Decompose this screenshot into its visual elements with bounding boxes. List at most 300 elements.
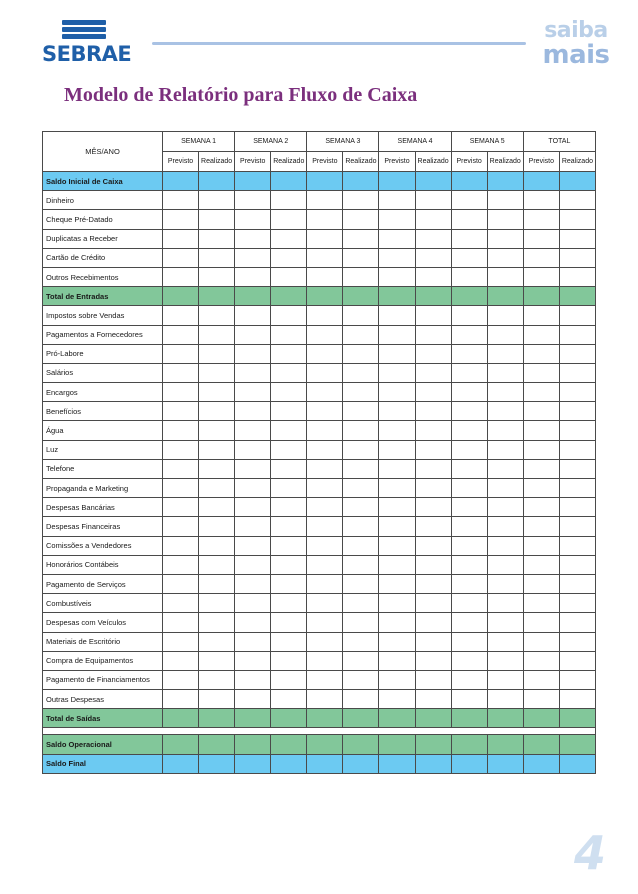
value-cell[interactable] <box>235 287 271 306</box>
value-cell[interactable] <box>271 670 307 689</box>
value-cell[interactable] <box>415 651 451 670</box>
value-cell[interactable] <box>307 754 343 773</box>
value-cell[interactable] <box>199 267 235 286</box>
value-cell[interactable] <box>487 536 523 555</box>
value-cell[interactable] <box>487 440 523 459</box>
value-cell[interactable] <box>379 191 415 210</box>
value-cell[interactable] <box>379 402 415 421</box>
value-cell[interactable] <box>487 709 523 728</box>
value-cell[interactable] <box>307 210 343 229</box>
value-cell[interactable] <box>343 306 379 325</box>
value-cell[interactable] <box>271 574 307 593</box>
value-cell[interactable] <box>343 735 379 754</box>
value-cell[interactable] <box>487 651 523 670</box>
value-cell[interactable] <box>163 363 199 382</box>
value-cell[interactable] <box>343 383 379 402</box>
value-cell[interactable] <box>199 690 235 709</box>
value-cell[interactable] <box>235 402 271 421</box>
value-cell[interactable] <box>523 690 559 709</box>
value-cell[interactable] <box>451 459 487 478</box>
value-cell[interactable] <box>343 670 379 689</box>
value-cell[interactable] <box>523 440 559 459</box>
value-cell[interactable] <box>451 383 487 402</box>
value-cell[interactable] <box>199 632 235 651</box>
value-cell[interactable] <box>343 632 379 651</box>
value-cell[interactable] <box>343 754 379 773</box>
value-cell[interactable] <box>559 613 595 632</box>
value-cell[interactable] <box>451 306 487 325</box>
value-cell[interactable] <box>451 229 487 248</box>
value-cell[interactable] <box>235 363 271 382</box>
value-cell[interactable] <box>271 248 307 267</box>
value-cell[interactable] <box>199 287 235 306</box>
value-cell[interactable] <box>379 440 415 459</box>
value-cell[interactable] <box>451 670 487 689</box>
value-cell[interactable] <box>235 459 271 478</box>
value-cell[interactable] <box>307 229 343 248</box>
value-cell[interactable] <box>487 632 523 651</box>
value-cell[interactable] <box>307 248 343 267</box>
value-cell[interactable] <box>523 754 559 773</box>
value-cell[interactable] <box>199 363 235 382</box>
value-cell[interactable] <box>163 172 199 191</box>
value-cell[interactable] <box>163 267 199 286</box>
value-cell[interactable] <box>379 287 415 306</box>
value-cell[interactable] <box>271 229 307 248</box>
value-cell[interactable] <box>307 670 343 689</box>
value-cell[interactable] <box>559 248 595 267</box>
value-cell[interactable] <box>451 735 487 754</box>
value-cell[interactable] <box>235 229 271 248</box>
value-cell[interactable] <box>199 754 235 773</box>
value-cell[interactable] <box>451 517 487 536</box>
value-cell[interactable] <box>487 402 523 421</box>
value-cell[interactable] <box>271 383 307 402</box>
value-cell[interactable] <box>487 191 523 210</box>
value-cell[interactable] <box>487 267 523 286</box>
value-cell[interactable] <box>379 498 415 517</box>
value-cell[interactable] <box>379 383 415 402</box>
value-cell[interactable] <box>343 248 379 267</box>
value-cell[interactable] <box>379 210 415 229</box>
value-cell[interactable] <box>415 670 451 689</box>
value-cell[interactable] <box>199 210 235 229</box>
value-cell[interactable] <box>523 536 559 555</box>
value-cell[interactable] <box>271 402 307 421</box>
value-cell[interactable] <box>487 555 523 574</box>
value-cell[interactable] <box>343 613 379 632</box>
value-cell[interactable] <box>163 670 199 689</box>
value-cell[interactable] <box>163 229 199 248</box>
value-cell[interactable] <box>271 459 307 478</box>
value-cell[interactable] <box>307 383 343 402</box>
value-cell[interactable] <box>235 498 271 517</box>
value-cell[interactable] <box>163 632 199 651</box>
value-cell[interactable] <box>307 363 343 382</box>
value-cell[interactable] <box>307 287 343 306</box>
value-cell[interactable] <box>307 267 343 286</box>
value-cell[interactable] <box>559 594 595 613</box>
value-cell[interactable] <box>523 229 559 248</box>
value-cell[interactable] <box>307 306 343 325</box>
value-cell[interactable] <box>199 574 235 593</box>
value-cell[interactable] <box>307 613 343 632</box>
value-cell[interactable] <box>235 555 271 574</box>
value-cell[interactable] <box>415 440 451 459</box>
value-cell[interactable] <box>235 574 271 593</box>
value-cell[interactable] <box>451 325 487 344</box>
value-cell[interactable] <box>451 632 487 651</box>
value-cell[interactable] <box>559 191 595 210</box>
value-cell[interactable] <box>559 735 595 754</box>
value-cell[interactable] <box>415 555 451 574</box>
value-cell[interactable] <box>307 421 343 440</box>
value-cell[interactable] <box>163 402 199 421</box>
value-cell[interactable] <box>379 594 415 613</box>
value-cell[interactable] <box>307 517 343 536</box>
value-cell[interactable] <box>487 670 523 689</box>
value-cell[interactable] <box>163 555 199 574</box>
value-cell[interactable] <box>343 363 379 382</box>
value-cell[interactable] <box>379 670 415 689</box>
value-cell[interactable] <box>451 594 487 613</box>
value-cell[interactable] <box>487 229 523 248</box>
value-cell[interactable] <box>271 632 307 651</box>
value-cell[interactable] <box>199 670 235 689</box>
value-cell[interactable] <box>199 248 235 267</box>
value-cell[interactable] <box>415 191 451 210</box>
value-cell[interactable] <box>163 287 199 306</box>
value-cell[interactable] <box>523 613 559 632</box>
value-cell[interactable] <box>523 670 559 689</box>
value-cell[interactable] <box>307 172 343 191</box>
value-cell[interactable] <box>271 172 307 191</box>
value-cell[interactable] <box>379 325 415 344</box>
value-cell[interactable] <box>559 536 595 555</box>
value-cell[interactable] <box>415 479 451 498</box>
value-cell[interactable] <box>163 536 199 555</box>
value-cell[interactable] <box>235 344 271 363</box>
value-cell[interactable] <box>523 459 559 478</box>
value-cell[interactable] <box>235 421 271 440</box>
value-cell[interactable] <box>307 191 343 210</box>
value-cell[interactable] <box>559 229 595 248</box>
value-cell[interactable] <box>379 421 415 440</box>
value-cell[interactable] <box>271 555 307 574</box>
value-cell[interactable] <box>559 306 595 325</box>
value-cell[interactable] <box>487 498 523 517</box>
value-cell[interactable] <box>343 402 379 421</box>
value-cell[interactable] <box>451 191 487 210</box>
value-cell[interactable] <box>559 574 595 593</box>
value-cell[interactable] <box>271 594 307 613</box>
value-cell[interactable] <box>199 555 235 574</box>
value-cell[interactable] <box>451 690 487 709</box>
value-cell[interactable] <box>487 344 523 363</box>
value-cell[interactable] <box>271 709 307 728</box>
value-cell[interactable] <box>559 479 595 498</box>
value-cell[interactable] <box>415 383 451 402</box>
value-cell[interactable] <box>487 479 523 498</box>
value-cell[interactable] <box>523 210 559 229</box>
value-cell[interactable] <box>271 536 307 555</box>
value-cell[interactable] <box>199 229 235 248</box>
value-cell[interactable] <box>307 690 343 709</box>
value-cell[interactable] <box>487 690 523 709</box>
value-cell[interactable] <box>415 735 451 754</box>
value-cell[interactable] <box>523 248 559 267</box>
value-cell[interactable] <box>343 574 379 593</box>
value-cell[interactable] <box>271 498 307 517</box>
value-cell[interactable] <box>559 632 595 651</box>
value-cell[interactable] <box>307 555 343 574</box>
value-cell[interactable] <box>487 735 523 754</box>
value-cell[interactable] <box>523 172 559 191</box>
value-cell[interactable] <box>235 709 271 728</box>
value-cell[interactable] <box>235 383 271 402</box>
value-cell[interactable] <box>487 421 523 440</box>
value-cell[interactable] <box>415 574 451 593</box>
value-cell[interactable] <box>307 325 343 344</box>
value-cell[interactable] <box>523 191 559 210</box>
value-cell[interactable] <box>163 344 199 363</box>
value-cell[interactable] <box>523 651 559 670</box>
value-cell[interactable] <box>163 440 199 459</box>
value-cell[interactable] <box>523 267 559 286</box>
value-cell[interactable] <box>235 325 271 344</box>
value-cell[interactable] <box>415 363 451 382</box>
value-cell[interactable] <box>307 459 343 478</box>
value-cell[interactable] <box>415 690 451 709</box>
value-cell[interactable] <box>487 574 523 593</box>
value-cell[interactable] <box>415 421 451 440</box>
value-cell[interactable] <box>559 287 595 306</box>
value-cell[interactable] <box>343 517 379 536</box>
value-cell[interactable] <box>307 735 343 754</box>
value-cell[interactable] <box>415 402 451 421</box>
value-cell[interactable] <box>163 735 199 754</box>
value-cell[interactable] <box>163 613 199 632</box>
value-cell[interactable] <box>523 287 559 306</box>
value-cell[interactable] <box>559 459 595 478</box>
value-cell[interactable] <box>451 754 487 773</box>
value-cell[interactable] <box>343 498 379 517</box>
value-cell[interactable] <box>163 709 199 728</box>
value-cell[interactable] <box>559 440 595 459</box>
value-cell[interactable] <box>163 690 199 709</box>
value-cell[interactable] <box>235 248 271 267</box>
value-cell[interactable] <box>451 248 487 267</box>
value-cell[interactable] <box>451 651 487 670</box>
value-cell[interactable] <box>343 421 379 440</box>
value-cell[interactable] <box>379 363 415 382</box>
value-cell[interactable] <box>559 517 595 536</box>
value-cell[interactable] <box>235 670 271 689</box>
value-cell[interactable] <box>235 613 271 632</box>
value-cell[interactable] <box>379 613 415 632</box>
value-cell[interactable] <box>343 690 379 709</box>
value-cell[interactable] <box>451 613 487 632</box>
value-cell[interactable] <box>523 574 559 593</box>
value-cell[interactable] <box>199 613 235 632</box>
value-cell[interactable] <box>487 754 523 773</box>
value-cell[interactable] <box>559 709 595 728</box>
value-cell[interactable] <box>559 383 595 402</box>
value-cell[interactable] <box>415 172 451 191</box>
value-cell[interactable] <box>163 210 199 229</box>
value-cell[interactable] <box>451 267 487 286</box>
value-cell[interactable] <box>487 172 523 191</box>
value-cell[interactable] <box>379 267 415 286</box>
value-cell[interactable] <box>343 459 379 478</box>
value-cell[interactable] <box>235 210 271 229</box>
value-cell[interactable] <box>415 344 451 363</box>
value-cell[interactable] <box>523 594 559 613</box>
value-cell[interactable] <box>199 709 235 728</box>
value-cell[interactable] <box>163 594 199 613</box>
value-cell[interactable] <box>379 536 415 555</box>
value-cell[interactable] <box>199 172 235 191</box>
value-cell[interactable] <box>235 479 271 498</box>
value-cell[interactable] <box>343 191 379 210</box>
value-cell[interactable] <box>235 754 271 773</box>
value-cell[interactable] <box>271 210 307 229</box>
value-cell[interactable] <box>415 459 451 478</box>
value-cell[interactable] <box>523 363 559 382</box>
value-cell[interactable] <box>163 421 199 440</box>
value-cell[interactable] <box>343 210 379 229</box>
value-cell[interactable] <box>343 479 379 498</box>
value-cell[interactable] <box>523 632 559 651</box>
value-cell[interactable] <box>271 267 307 286</box>
value-cell[interactable] <box>487 363 523 382</box>
value-cell[interactable] <box>163 651 199 670</box>
value-cell[interactable] <box>559 344 595 363</box>
value-cell[interactable] <box>415 325 451 344</box>
value-cell[interactable] <box>487 383 523 402</box>
value-cell[interactable] <box>343 172 379 191</box>
value-cell[interactable] <box>271 735 307 754</box>
value-cell[interactable] <box>343 229 379 248</box>
value-cell[interactable] <box>415 594 451 613</box>
value-cell[interactable] <box>235 267 271 286</box>
value-cell[interactable] <box>271 613 307 632</box>
value-cell[interactable] <box>199 325 235 344</box>
value-cell[interactable] <box>523 383 559 402</box>
value-cell[interactable] <box>307 709 343 728</box>
value-cell[interactable] <box>271 191 307 210</box>
value-cell[interactable] <box>451 402 487 421</box>
value-cell[interactable] <box>343 325 379 344</box>
value-cell[interactable] <box>199 651 235 670</box>
value-cell[interactable] <box>451 210 487 229</box>
value-cell[interactable] <box>451 536 487 555</box>
value-cell[interactable] <box>235 191 271 210</box>
value-cell[interactable] <box>559 402 595 421</box>
value-cell[interactable] <box>199 459 235 478</box>
value-cell[interactable] <box>343 344 379 363</box>
value-cell[interactable] <box>307 594 343 613</box>
value-cell[interactable] <box>307 440 343 459</box>
value-cell[interactable] <box>379 248 415 267</box>
value-cell[interactable] <box>199 517 235 536</box>
value-cell[interactable] <box>559 670 595 689</box>
value-cell[interactable] <box>487 287 523 306</box>
value-cell[interactable] <box>343 709 379 728</box>
value-cell[interactable] <box>343 536 379 555</box>
value-cell[interactable] <box>559 421 595 440</box>
value-cell[interactable] <box>199 421 235 440</box>
value-cell[interactable] <box>163 459 199 478</box>
value-cell[interactable] <box>487 210 523 229</box>
value-cell[interactable] <box>307 574 343 593</box>
value-cell[interactable] <box>343 594 379 613</box>
value-cell[interactable] <box>343 267 379 286</box>
value-cell[interactable] <box>523 306 559 325</box>
value-cell[interactable] <box>451 172 487 191</box>
value-cell[interactable] <box>235 440 271 459</box>
value-cell[interactable] <box>235 690 271 709</box>
value-cell[interactable] <box>163 574 199 593</box>
value-cell[interactable] <box>307 479 343 498</box>
value-cell[interactable] <box>523 709 559 728</box>
value-cell[interactable] <box>379 172 415 191</box>
value-cell[interactable] <box>163 383 199 402</box>
value-cell[interactable] <box>271 363 307 382</box>
value-cell[interactable] <box>487 325 523 344</box>
value-cell[interactable] <box>199 402 235 421</box>
value-cell[interactable] <box>235 632 271 651</box>
value-cell[interactable] <box>379 555 415 574</box>
value-cell[interactable] <box>271 306 307 325</box>
value-cell[interactable] <box>451 555 487 574</box>
value-cell[interactable] <box>487 613 523 632</box>
value-cell[interactable] <box>523 402 559 421</box>
value-cell[interactable] <box>415 267 451 286</box>
value-cell[interactable] <box>307 402 343 421</box>
value-cell[interactable] <box>523 421 559 440</box>
value-cell[interactable] <box>415 632 451 651</box>
value-cell[interactable] <box>271 651 307 670</box>
value-cell[interactable] <box>415 498 451 517</box>
value-cell[interactable] <box>559 651 595 670</box>
value-cell[interactable] <box>199 536 235 555</box>
value-cell[interactable] <box>487 459 523 478</box>
value-cell[interactable] <box>271 421 307 440</box>
value-cell[interactable] <box>307 651 343 670</box>
value-cell[interactable] <box>451 440 487 459</box>
value-cell[interactable] <box>163 754 199 773</box>
value-cell[interactable] <box>235 536 271 555</box>
value-cell[interactable] <box>523 344 559 363</box>
value-cell[interactable] <box>415 287 451 306</box>
value-cell[interactable] <box>559 325 595 344</box>
value-cell[interactable] <box>271 479 307 498</box>
value-cell[interactable] <box>523 498 559 517</box>
value-cell[interactable] <box>235 306 271 325</box>
value-cell[interactable] <box>523 555 559 574</box>
value-cell[interactable] <box>415 613 451 632</box>
value-cell[interactable] <box>199 440 235 459</box>
value-cell[interactable] <box>379 690 415 709</box>
value-cell[interactable] <box>415 306 451 325</box>
value-cell[interactable] <box>163 248 199 267</box>
value-cell[interactable] <box>523 325 559 344</box>
value-cell[interactable] <box>451 363 487 382</box>
value-cell[interactable] <box>559 210 595 229</box>
value-cell[interactable] <box>559 267 595 286</box>
value-cell[interactable] <box>235 517 271 536</box>
